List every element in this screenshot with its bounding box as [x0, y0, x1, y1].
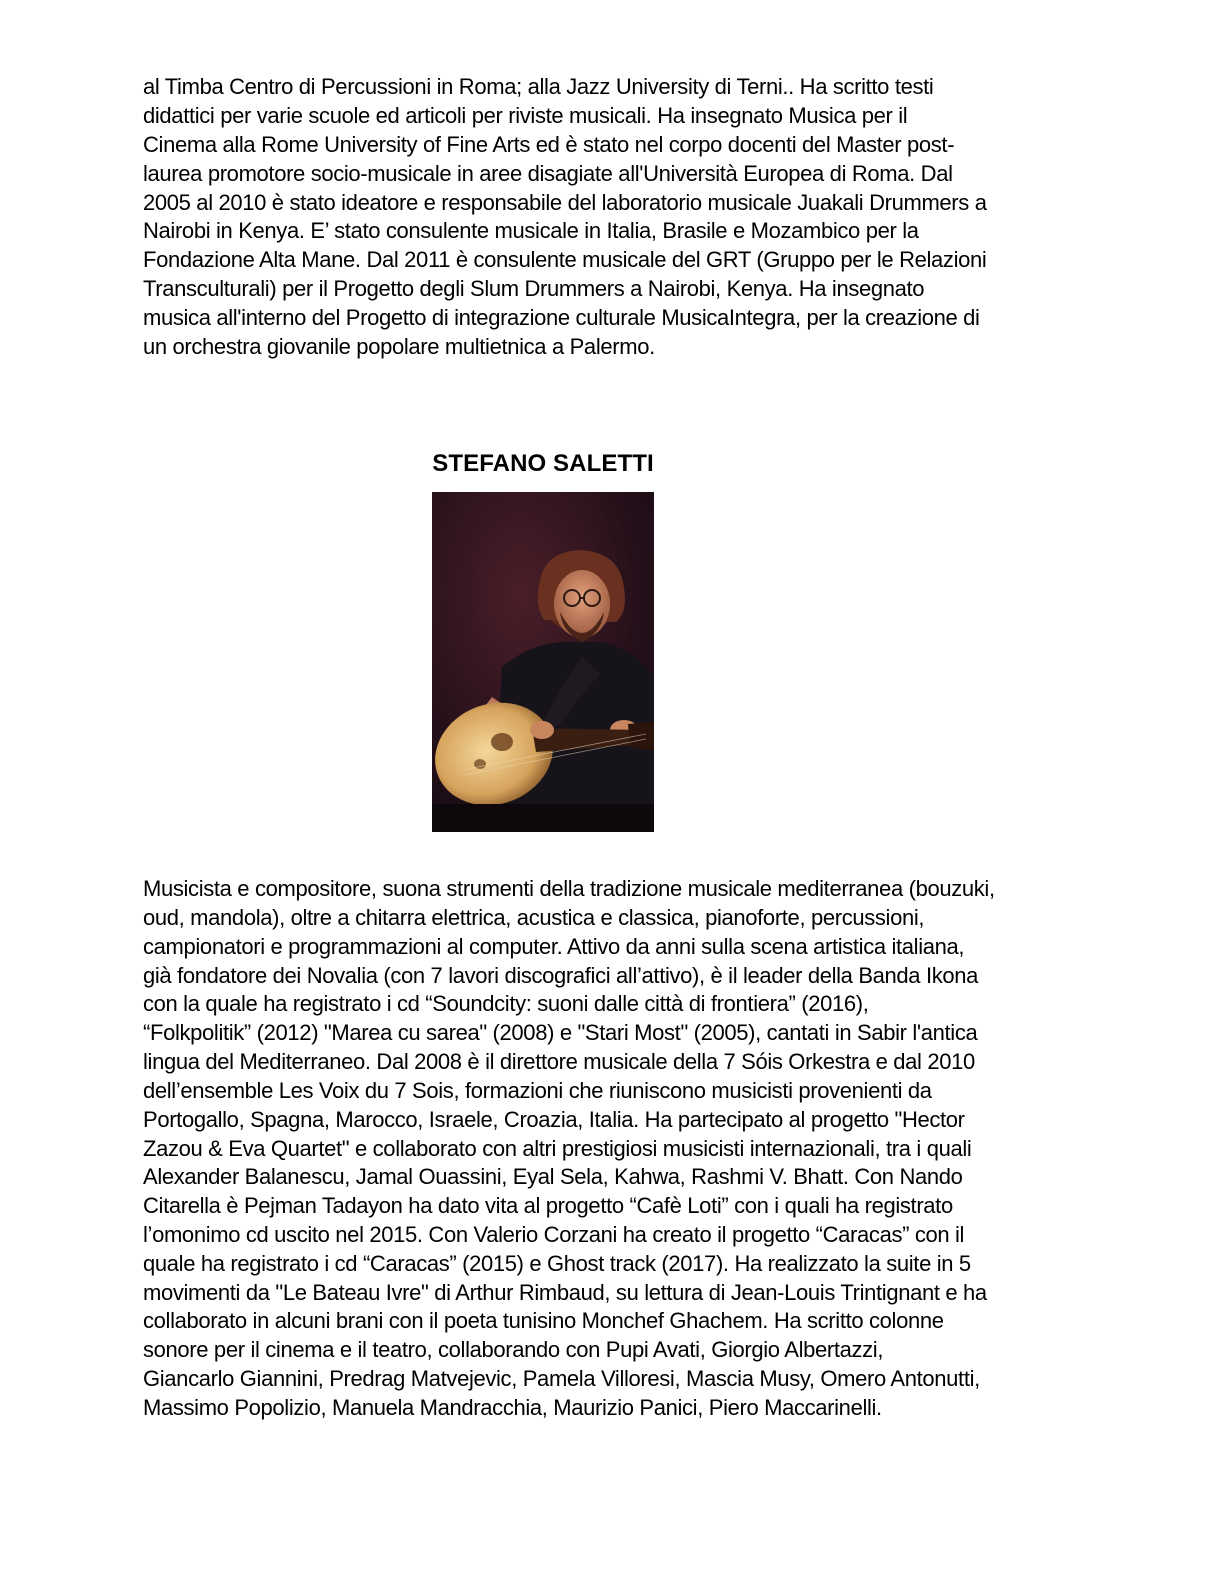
text-line: Musicista e compositore, suona strumenti della tradizione musicale mediterranea (bouzuki,	[143, 876, 995, 901]
text-line: Nairobi in Kenya. E’ stato consulente musicale in Italia, Brasile e Mozambico per la	[143, 218, 919, 243]
text-line: Portogallo, Spagna, Marocco, Israele, Croazia, Italia. Ha partecipato al progetto "Hector	[143, 1107, 965, 1132]
text-line: sonore per il cinema e il teatro, collaborando con Pupi Avati, Giorgio Albertazzi,	[143, 1337, 884, 1362]
text-line: “Folkpolitik” (2012) "Marea cu sarea" (2008) e "Stari Most" (2005), cantati in Sabir l'antica	[143, 1020, 978, 1045]
text-line: un orchestra giovanile popolare multietnica a Palermo.	[143, 334, 655, 359]
text-line: musica all'interno del Progetto di integrazione culturale MusicaIntegra, per la creazione di	[143, 305, 980, 330]
text-line: 2005 al 2010 è stato ideatore e responsabile del laboratorio musicale Juakali Drummers a	[143, 190, 987, 215]
text-line: oud, mandola), oltre a chitarra elettrica, acustica e classica, pianoforte, percussioni,	[143, 905, 925, 930]
section-heading: STEFANO SALETTI	[432, 450, 654, 477]
text-line: già fondatore dei Novalia (con 7 lavori discografici all’attivo), è il leader della Banda Ikona	[143, 963, 979, 988]
text-line: Cinema alla Rome University of Fine Arts ed è stato nel corpo docenti del Master post-	[143, 132, 955, 157]
text-line: campionatori e programmazioni al computer. Attivo da anni sulla scena artistica italiana,	[143, 934, 965, 959]
text-line: al Timba Centro di Percussioni in Roma; alla Jazz University di Terni.. Ha scritto testi	[143, 74, 934, 99]
text-line: Alexander Balanescu, Jamal Ouassini, Eyal Sela, Kahwa, Rashmi V. Bhatt. Con Nando	[143, 1164, 963, 1189]
text-line: quale ha registrato i cd “Caracas” (2015) e Ghost track (2017). Ha realizzato la suite in 5	[143, 1251, 971, 1276]
text-line: Giancarlo Giannini, Predrag Matvejevic, Pamela Villoresi, Mascia Musy, Omero Antonutti,	[143, 1366, 980, 1391]
text-line: Citarella è Pejman Tadayon ha dato vita al progetto “Cafè Loti” con i quali ha registrato	[143, 1193, 953, 1218]
text-line: Massimo Popolizio, Manuela Mandracchia, Maurizio Panici, Piero Maccarinelli.	[143, 1395, 882, 1420]
text-line: l’omonimo cd uscito nel 2015. Con Valerio Corzani ha creato il progetto “Caracas” con il	[143, 1222, 965, 1247]
text-line: lingua del Mediterraneo. Dal 2008 è il direttore musicale della 7 Sóis Orkestra e dal 2010	[143, 1049, 975, 1074]
text-line: Transculturali) per il Progetto degli Slum Drummers a Nairobi, Kenya. Ha insegnato	[143, 276, 925, 301]
text-line: dell’ensemble Les Voix du 7 Sois, formazioni che riuniscono musicisti provenienti da	[143, 1078, 932, 1103]
text-line: collaborato in alcuni brani con il poeta tunisino Monchef Ghachem. Ha scritto colonne	[143, 1308, 944, 1333]
text-line: didattici per varie scuole ed articoli per riviste musicali. Ha insegnato Musica per il	[143, 103, 908, 128]
text-line: laurea promotore socio-musicale in aree disagiate all'Università Europea di Roma. Dal	[143, 161, 953, 186]
text-line: Fondazione Alta Mane. Dal 2011 è consulente musicale del GRT (Gruppo per le Relazioni	[143, 247, 987, 272]
artist-photo	[432, 492, 654, 832]
text-line: movimenti da "Le Bateau Ivre" di Arthur Rimbaud, su lettura di Jean-Louis Trintignant e ha	[143, 1280, 987, 1305]
text-line: Zazou & Eva Quartet" e collaborato con altri prestigiosi musicisti internazionali, tra i quali	[143, 1136, 972, 1161]
text-line: con la quale ha registrato i cd “Soundcity: suoni dalle città di frontiera” (2016),	[143, 991, 869, 1016]
